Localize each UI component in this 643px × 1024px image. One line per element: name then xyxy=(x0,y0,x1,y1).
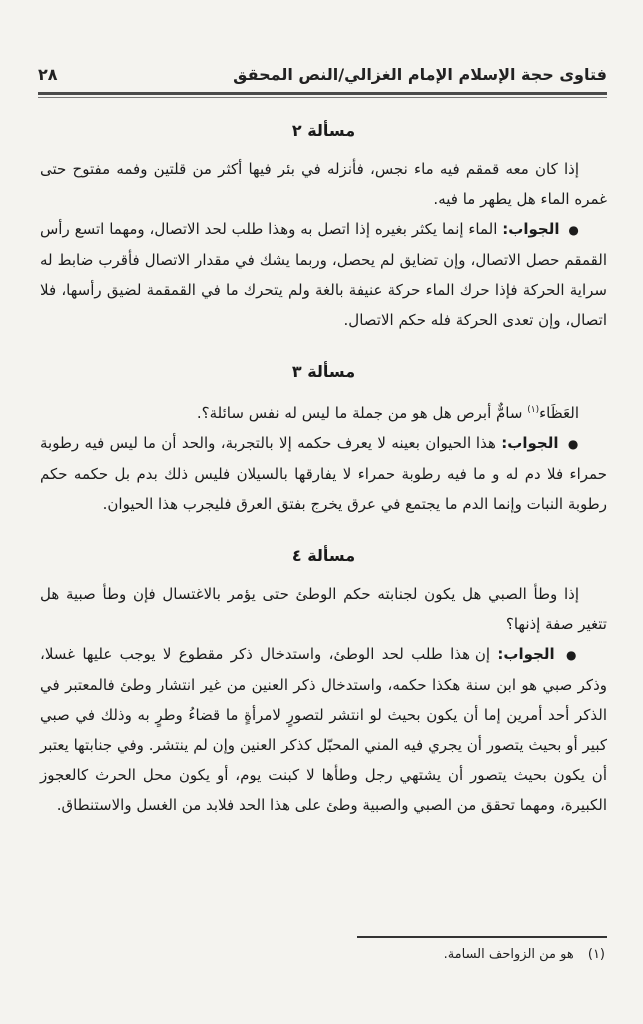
answer-text: إن هذا طلب لحد الوطئ، واستدخال ذكر مقطوع لا يوجب عليها غسلا، وذكر صبي هو ابن سنة هكذا حكمه، واستدخال ذكر العنين من غير انتشار وطئ فالمعتبر في الذكر أحد أمرين إما أن يكون بحيث لو انتشر لتصورٍ لامرأةٍ ما قضاءُ وطرٍ به وذلك في صبي كبير أو بحيث يتصور أن يجري فيه المني المحبّل كذكر العنين وإن لم ينتشر. وفي جنابتها يعتبر أن يكون بحيث يتصور أن يشتهي رجل وطأها لا كبنت يوم، أو يكون محل الحرث كالعجوز الكبيرة، ومهما تحقق من الصبي والصبية وطئ على هذا الحد فلابد من الغسل والاستنطاق. xyxy=(40,645,607,814)
answer-text: هذا الحيوان بعينه لا يعرف حكمه إلا بالتجربة، والحد أن ما ليس فيه رطوبة حمراء فلا دم له و ما فيه رطوبة حمراء لا يفارقها بالسيلان فليس ذلك بدم بل حكمه حكم رطوبة النبات وإنما الدم ما يجتمع في عرق يخرج بفتق العرق فليجرب هذا الحيوان. xyxy=(40,434,607,513)
question-paragraph xyxy=(40,395,607,428)
answer-label: الجواب: xyxy=(501,434,559,452)
answer-label: الجواب: xyxy=(497,645,555,663)
question-text: سامٌّ أبرص هل هو من جملة ما ليس له نفس سائلة؟. xyxy=(196,404,528,422)
footnote-text: هو من الزواحف السامة. xyxy=(443,947,574,962)
section-title: مسألة ٣ xyxy=(291,362,356,381)
running-header xyxy=(38,60,607,88)
page-number: ٢٨ xyxy=(38,64,58,84)
answer-paragraph xyxy=(40,214,607,335)
header-rule-thin xyxy=(38,97,607,98)
bullet-icon: ● xyxy=(568,223,579,237)
header-rule-thick xyxy=(38,92,607,95)
footnote-separator xyxy=(357,936,607,938)
footnote-marker: (١) xyxy=(587,947,605,962)
question-text: إذا كان معه قمقم فيه ماء نجس، فأنزله في بئر فيها أكثر من قلتين وفمه مفتوح حتى غمره الماء هل يطهر ما فيه. xyxy=(40,160,607,208)
section-title: مسألة ٢ xyxy=(291,121,356,140)
section-masala-3 xyxy=(40,357,607,519)
bullet-icon: ● xyxy=(565,648,579,662)
question-text: إذا وطأ الصبي هل يكون لجنابته حكم الوطئ حتى يؤمر بالاغتسال فإن وطأ صبية هل تتغير صفة إذنها؟ xyxy=(40,585,607,633)
section-masala-2 xyxy=(40,116,607,335)
footnote xyxy=(444,944,605,966)
section-masala-4 xyxy=(40,541,607,820)
answer-label: الجواب: xyxy=(502,220,560,238)
bullet-icon: ● xyxy=(567,437,579,451)
page-body xyxy=(40,108,607,820)
running-title: فتاوى حجة الإسلام الإمام الغزالي/النص المحقق xyxy=(233,64,607,84)
question-term: العَظَاء xyxy=(539,404,579,422)
answer-paragraph xyxy=(40,639,607,820)
answer-text: الماء إنما يكثر بغيره إذا اتصل به وهذا طلب لحد الاتصال، ومهما اتسع رأس القمقم حصل الاتصال، وإن تضايق لم يحصل، وربما يشك في مقدار الاتصال فأقرب ضابط له سراية الحركة فإذا حرك الماء حركة عنيفة بالغة ولم يتحرك ما في القمقمة لضيق رأسها، فلا اتصال، وإن تعدى الحركة فله حكم الاتصال. xyxy=(40,220,607,329)
answer-paragraph xyxy=(40,428,607,519)
section-title: مسألة ٤ xyxy=(291,546,356,565)
footnote-reference[interactable]: (١) xyxy=(527,405,540,415)
